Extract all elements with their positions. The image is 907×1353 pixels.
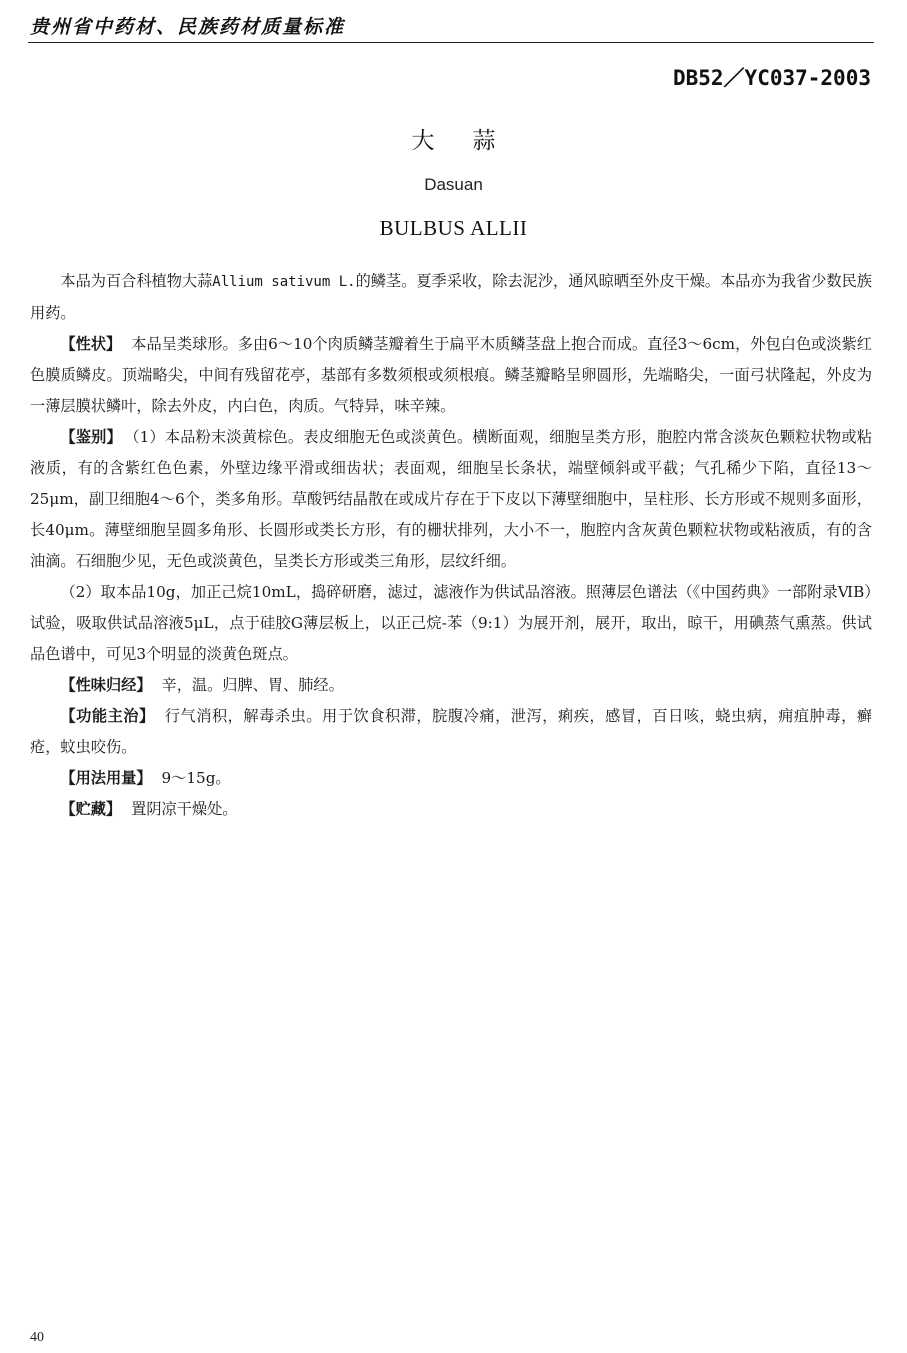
dosage-paragraph (30, 763, 872, 794)
storage-label: 【贮藏】 (60, 800, 122, 818)
identification-label: 【鉴别】 (60, 428, 122, 446)
character-label: 【性状】 (60, 335, 122, 353)
storage-text: 置阴凉干燥处。 (131, 800, 238, 818)
character-paragraph (30, 329, 872, 422)
running-header-title: 贵州省中药材、民族药材质量标准 (30, 16, 346, 38)
page-number: 40 (30, 1330, 44, 1345)
header-divider (28, 42, 874, 43)
function-label: 【功能主治】 (60, 707, 155, 725)
document-body (30, 266, 872, 825)
character-text: 本品呈类球形。多由6～10个肉质鳞茎瓣着生于扁平木质鳞茎盘上抱合而成。直径3～6cm，外包白色或淡紫红色膜质鳞皮。顶端略尖，中间有残留花亭，基部有多数须根或须根痕。鳞茎瓣略呈卵圆形，先端略尖，一面弓状隆起，外皮为一薄层膜状鳞叶，除去外皮，内白色，肉质。气特异，味辛辣。 (30, 335, 872, 415)
title-pinyin: Dasuan (424, 175, 483, 194)
nature-text: 辛，温。归脾、胃、肺经。 (161, 676, 344, 694)
intro-text-after: 的鳞茎。夏季采收，除去泥沙，通风晾晒至外皮干燥。本品亦为我省少数民族用药。 (30, 272, 872, 322)
title-chinese: 大蒜 (411, 128, 534, 154)
function-paragraph (30, 701, 872, 763)
intro-text-before: 本品为百合科植物大蒜 (60, 272, 213, 290)
function-text: 行气消积，解毒杀虫。用于饮食积滞，脘腹冷痛，泄泻，痢疾，感冒，百日咳，蛲虫病，痈疽肿毒，癣疮，蚊虫咬伤。 (30, 707, 873, 756)
latin-species-name: Allium sativum L. (212, 274, 356, 290)
dosage-label: 【用法用量】 (60, 769, 152, 787)
standard-number: DB52／YC037-2003 (672, 66, 871, 90)
title-latin: BULBUS ALLII (379, 216, 528, 240)
nature-label: 【性味归经】 (60, 676, 152, 694)
dosage-text: 9～15g。 (161, 769, 231, 787)
identification-text-1: （1）本品粉末淡黄棕色。表皮细胞无色或淡黄色。横断面观，细胞呈类方形，胞腔内常含淡灰色颗粒状物或粘液质，有的含紫红色色素，外壁边缘平滑或细齿状；表面观，细胞呈长条状，端壁倾斜或平截；气孔稀少下陷，直径13～25μm，副卫细胞4～6个，类多角形。草酸钙结晶散在或成片存在于下皮以下薄壁细胞中，呈柱形、长方形或不规则多面形，长40μm。薄壁细胞呈圆多角形、长圆形或类长方形，有的栅状排列，大小不一，胞腔内含灰黄色颗粒状物或粘液质，有的含油滴。石细胞少见，无色或淡黄色，呈类长方形或类三角形，层纹纤细。 (30, 428, 872, 570)
nature-paragraph (30, 670, 872, 701)
identification-paragraph-1 (30, 422, 872, 577)
identification-paragraph-2 (30, 577, 872, 670)
intro-paragraph (30, 266, 872, 329)
storage-paragraph (30, 794, 872, 825)
identification-text-2: （2）取本品10g，加正己烷10mL，捣碎研磨，滤过，滤液作为供试品溶液。照薄层色谱法（《中国药典》一部附录ⅥB）试验，吸取供试品溶液5μL，点于硅胶G薄层板上，以正己烷-苯（9:1）为展开剂，展开，取出，晾干，用碘蒸气熏蒸。供试品色谱中，可见3个明显的淡黄色斑点。 (30, 583, 872, 663)
